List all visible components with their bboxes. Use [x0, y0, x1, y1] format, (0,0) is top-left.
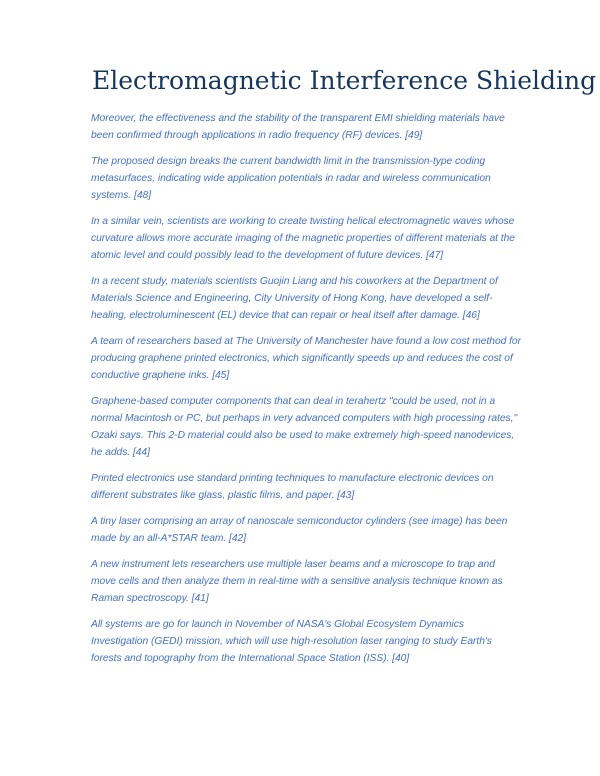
entry-44: Graphene-based computer components that can deal in terahertz "could be used, not in a normal Macintosh or PC, but perhaps in very advanced computers with high processing rates," Ozaki says. This 2-D material could also be used to make extremely high-speed nanodevices, he adds. [44] — [91, 396, 518, 458]
entry-49: Moreover, the effectiveness and the stability of the transparent EMI shielding materials have been confirmed through applications in radio frequency (RF) devices. [49] — [91, 113, 505, 141]
entry-42: A tiny laser comprising an array of nanoscale semiconductor cylinders (see image) has been made by an all-A*STAR team. [42] — [91, 516, 508, 544]
entry-40: All systems are go for launch in November of NASA's Global Ecosystem Dynamics Investigation (GEDI) mission, which will use high-resolution laser ranging to study Earth's forests and topography from the International Space Station (ISS). [40] — [91, 619, 492, 664]
entry-41: A new instrument lets researchers use multiple laser beams and a microscope to trap and move cells and then analyze them in real-time with a sensitive analysis technique known as Raman spectroscopy. [41] — [91, 559, 503, 604]
entry-45: A team of researchers based at The University of Manchester have found a low cost method for producing graphene printed electronics, which significantly speeds up and reduces the cost of conductive graphene inks. [45] — [91, 336, 521, 381]
entry-48: The proposed design breaks the current bandwidth limit in the transmission-type coding metasurfaces, indicating wide application potentials in radar and wireless communication systems. [48] — [91, 156, 491, 201]
entry-47: In a similar vein, scientists are working to create twisting helical electromagnetic waves whose curvature allows more accurate imaging of the magnetic properties of different materials at the atomic level and could possibly lead to the development of future devices. [47] — [91, 216, 515, 261]
entry-46: In a recent study, materials scientists Guojin Liang and his coworkers at the Department of Materials Science and Engineering, City University of Hong Kong, have developed a self-healing, electroluminescent (EL) device that can repair or heal itself after damage. [46] — [91, 276, 498, 321]
entry-list — [91, 110, 521, 676]
entry-43: Printed electronics use standard printing techniques to manufacture electronic devices on different substrates like glass, plastic films, and paper. [43] — [91, 473, 494, 501]
document-title: Electromagnetic Interference Shielding — [92, 66, 597, 95]
